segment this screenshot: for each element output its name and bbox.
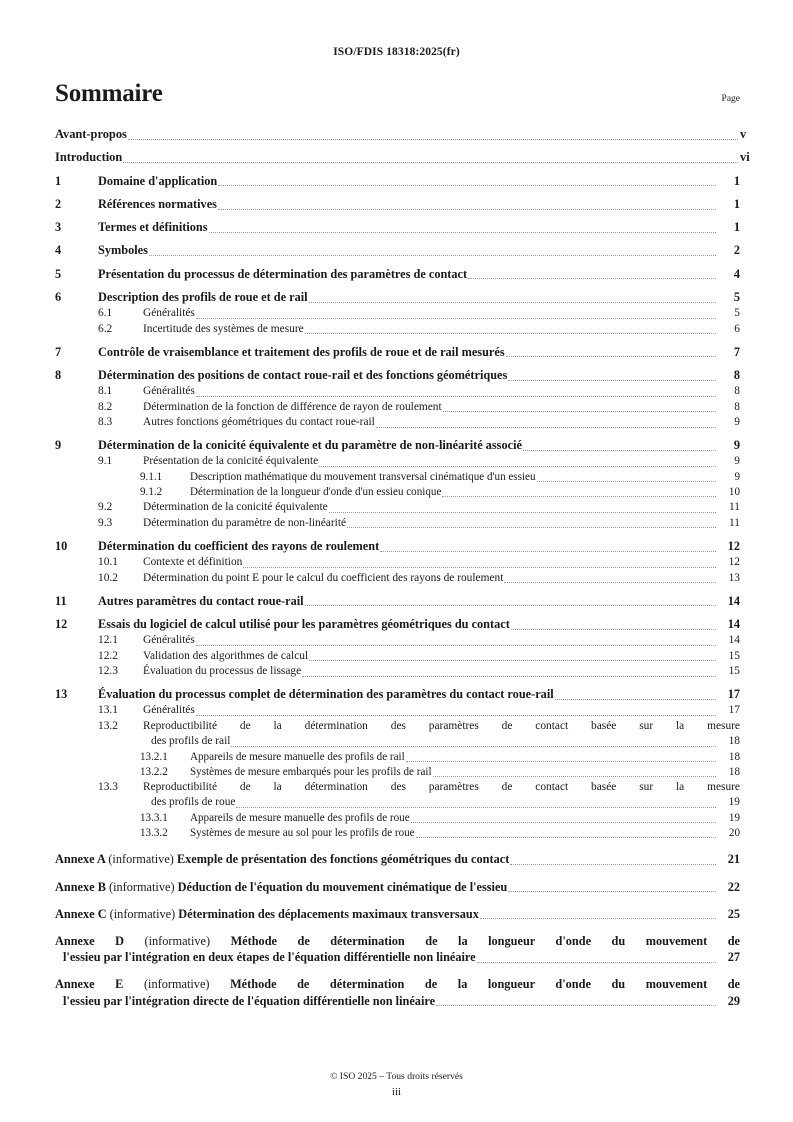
toc-entry-clause[interactable]: [55, 415, 740, 430]
toc-page-number: 29: [727, 993, 740, 1008]
toc-entry-clause[interactable]: [55, 322, 740, 337]
toc-entry-label: Généralités: [143, 634, 195, 647]
toc-page-number: 5: [734, 307, 740, 320]
toc-entry-body: [143, 649, 740, 664]
dot-leader: [196, 396, 716, 397]
toc-entry-label: Contrôle de vraisemblance et traitement des profils de roue et de rail mesurés: [98, 344, 505, 359]
toc-entry-body: [143, 719, 740, 749]
dot-leader: [376, 427, 716, 428]
toc-entry-label: Systèmes de mesure embarqués pour les profils de rail: [190, 765, 432, 778]
toc-entry-body: [143, 703, 740, 718]
annex-kind: (informative): [144, 933, 211, 948]
toc-entry-body: [190, 811, 740, 826]
toc-entry-number: 13.2: [98, 720, 118, 733]
toc-page-number: 11: [729, 516, 740, 529]
toc-entry-label: Reproductibilité de la détermination des paramètres de contact basée sur la mesure: [143, 780, 740, 793]
toc-entry-number: 8.3: [98, 416, 113, 429]
toc-entry-number: 13.3.1: [140, 811, 168, 824]
toc-entry-number: 12.1: [98, 634, 118, 647]
dot-leader: [319, 466, 716, 467]
dot-leader: [149, 255, 716, 256]
toc-entry-body: [143, 500, 740, 515]
toc-entry-body: [143, 633, 740, 648]
toc-entry-body: [190, 765, 740, 780]
toc-entry-number: 9.3: [98, 516, 113, 529]
toc-entry-label: Généralités: [143, 704, 195, 717]
dot-leader: [416, 837, 716, 838]
toc-entry-body: [55, 906, 740, 922]
toc-entry-body: [55, 879, 740, 895]
toc-entry-annex[interactable]: [55, 976, 740, 1008]
toc-entry-number: 6.1: [98, 307, 113, 320]
toc-entry-body: [143, 400, 740, 415]
toc-page-number: 15: [728, 665, 740, 678]
toc-entry-label-continued-text: des profils de roue: [151, 795, 236, 808]
toc-entry-body: [55, 976, 740, 1008]
toc-entry-number: 8.1: [98, 385, 113, 398]
contents-title-row: [55, 80, 740, 108]
toc-entry-label: Présentation du processus de détermination des paramètres de contact: [98, 266, 468, 281]
dot-leader: [347, 527, 716, 528]
toc-entry-number: 13: [55, 687, 68, 702]
toc-entry-label: Détermination de la longueur d'onde d'un essieu conique: [190, 486, 442, 499]
toc-entry-clause[interactable]: [55, 196, 740, 212]
toc-entry-label: Détermination du point E pour le calcul du coefficient des rayons de roulement: [143, 571, 504, 584]
toc-entry-number: 5: [55, 266, 62, 281]
toc-entry-number: 9.1.1: [140, 471, 163, 483]
dot-leader: [508, 891, 716, 892]
toc-entry-label: Essais du logiciel de calcul utilisé pour les paramètres géométriques du contact: [98, 616, 510, 631]
dot-leader: [196, 318, 716, 319]
toc-entry-clause[interactable]: [55, 719, 740, 749]
toc-page-number: 8: [734, 385, 740, 398]
annex-heading-line: [55, 933, 740, 949]
toc-entry-body: [143, 454, 740, 469]
toc-entry-number: 9: [55, 438, 62, 453]
page-title: Sommaire: [55, 80, 163, 107]
dot-leader: [209, 232, 716, 233]
toc-entry-body: [98, 173, 740, 189]
toc-entry-number: 12: [55, 616, 68, 631]
toc-page-number: 14: [727, 616, 740, 631]
dot-leader: [506, 356, 716, 357]
toc-page-number: 18: [728, 735, 740, 748]
toc-page-number: 5: [733, 289, 740, 304]
dot-leader: [537, 481, 717, 482]
toc-entry-number: 12.2: [98, 649, 118, 662]
toc-entry-label: Détermination du paramètre de non-linéarité: [143, 516, 347, 529]
toc-entry-body: [190, 485, 740, 500]
annex-heading-line: [55, 851, 509, 867]
toc-entry-clause[interactable]: [55, 454, 740, 469]
dot-leader: [442, 496, 716, 497]
toc-entry-number: 8: [55, 367, 62, 382]
toc-entry-body: [98, 593, 740, 609]
toc-entry-number: 11: [55, 593, 67, 608]
annex-name: Annexe E: [55, 977, 124, 992]
toc-page-number: 27: [727, 950, 740, 965]
dot-leader: [123, 162, 738, 163]
toc-entry-clause[interactable]: [55, 811, 740, 826]
annex-title-continued: [55, 949, 740, 965]
toc-entry-body: [190, 750, 740, 765]
toc-entry-label: Validation des algorithmes de calcul: [143, 649, 309, 662]
toc-entry-number: 10.2: [98, 571, 118, 584]
toc-entry-label: Contexte et définition: [143, 556, 243, 569]
toc-entry-clause[interactable]: [55, 437, 740, 453]
toc-entry-label: Domaine d'application: [98, 173, 218, 188]
annex-kind: (informative): [143, 977, 210, 992]
toc-entry-label: Évaluation du processus de lissage: [143, 665, 302, 678]
toc-page-number: 9: [734, 471, 740, 483]
dot-leader: [504, 582, 716, 583]
toc-entry-number: 13.1: [98, 704, 118, 717]
toc-page-number: 9: [734, 416, 740, 429]
dot-leader: [510, 864, 716, 865]
toc-entry-body: [143, 664, 740, 679]
annex-kind: (informative): [108, 879, 175, 894]
toc-page-number: 21: [727, 852, 740, 867]
toc-page-number: 15: [728, 649, 740, 662]
toc-entry-label: Détermination de la conicité équivalente: [143, 501, 328, 514]
dot-leader: [443, 411, 716, 412]
toc-entry-label: Reproductibilité de la détermination des paramètres de contact basée sur la mesure: [143, 720, 740, 733]
toc-entry-body: [98, 242, 740, 258]
toc-entry-body: [98, 437, 740, 453]
toc-entry-clause[interactable]: [55, 703, 740, 718]
toc-entry-label: Évaluation du processus complet de détermination des paramètres du contact roue-rail: [98, 687, 554, 702]
toc-entry-annex[interactable]: [55, 933, 740, 965]
toc-entry-number: 7: [55, 344, 62, 359]
dot-leader: [305, 333, 716, 334]
toc-entry-label: Généralités: [143, 307, 195, 320]
toc-entry-body: [98, 344, 740, 360]
toc-entry-clause[interactable]: [55, 750, 740, 765]
toc-entry-label: Détermination de la conicité équivalente et du paramètre de non-linéarité associé: [98, 438, 522, 453]
document-header-reference: ISO/FDIS 18318:2025(fr): [333, 46, 460, 58]
annex-title-continued-text: l'essieu par l'intégration en deux étapes de l'équation différentielle non linéaire: [63, 950, 476, 965]
toc-page-number: 20: [728, 826, 740, 839]
toc-entry-label: Symboles: [98, 243, 148, 258]
toc-entry-number: 10.1: [98, 556, 118, 569]
toc-entry-label: Incertitude des systèmes de mesure: [143, 322, 304, 335]
annex-heading-line: [55, 976, 740, 992]
page-number: iii: [391, 1086, 402, 1098]
toc-entry-clause[interactable]: [55, 780, 740, 810]
toc-entry-clause[interactable]: [55, 500, 740, 515]
toc-entry-body: [143, 780, 740, 810]
annex-heading-line: [55, 906, 479, 922]
toc-entry-clause[interactable]: [55, 242, 740, 258]
toc-entry-clause[interactable]: [55, 470, 740, 485]
toc-entry-body: [98, 616, 740, 632]
dot-leader: [508, 380, 716, 381]
toc-entry-clause[interactable]: [55, 400, 740, 415]
toc-page-number: v: [740, 127, 747, 141]
toc-entry-number: 10: [55, 538, 68, 553]
toc-entry-body: [143, 306, 740, 321]
toc-entry-body: [143, 322, 740, 337]
toc-entry-clause[interactable]: [55, 571, 740, 586]
toc-page-number: 6: [734, 322, 740, 335]
toc-page-number: 19: [728, 795, 740, 808]
toc-entry-body: [190, 470, 740, 485]
toc-entry-clause[interactable]: [55, 826, 740, 841]
toc-entry-clause[interactable]: [55, 266, 740, 282]
toc-entry-clause[interactable]: [55, 289, 740, 305]
toc-entry-label: Détermination du coefficient des rayons de roulement: [98, 538, 380, 553]
toc-entry-body: [55, 933, 740, 965]
toc-entry-number: 13.2.1: [140, 750, 168, 763]
toc-entry-clause[interactable]: [55, 485, 740, 500]
toc-entry-label-continued: [143, 734, 740, 749]
dot-leader: [196, 645, 716, 646]
toc-entry-clause[interactable]: [55, 367, 740, 383]
toc-entry-number: 13.2.2: [140, 765, 168, 778]
copyright-notice: © ISO 2025 – Tous droits réservés: [330, 1071, 463, 1082]
dot-leader: [523, 450, 716, 451]
toc-entry-clause[interactable]: [55, 593, 740, 609]
dot-leader: [411, 822, 716, 823]
dot-leader: [305, 605, 716, 606]
toc-entry-label-continued-text: des profils de rail: [151, 735, 231, 748]
toc-entry-annex[interactable]: [55, 851, 740, 867]
dot-leader: [511, 629, 716, 630]
dot-leader: [309, 660, 716, 661]
toc-entry-number: 13.3.2: [140, 826, 168, 839]
toc-page-number: 4: [733, 266, 740, 281]
toc-entry-clause[interactable]: [55, 616, 740, 632]
table-of-contents: [55, 126, 750, 1010]
toc-entry-body: [143, 571, 740, 586]
annex-kind: (informative): [109, 906, 176, 921]
dot-leader: [406, 761, 716, 762]
toc-entry-clause[interactable]: [55, 173, 740, 189]
toc-page-number: 17: [727, 687, 740, 702]
toc-entry-number: 13.3: [98, 780, 118, 793]
toc-entry-body: [98, 289, 740, 305]
toc-entry-number: 6.2: [98, 322, 113, 335]
annex-title: Méthode de détermination de la longueur d'onde du mouvement de: [230, 933, 740, 948]
toc-entry-label: Description des profils de roue et de rail: [98, 289, 308, 304]
toc-entry-annex[interactable]: [55, 879, 740, 895]
dot-leader: [196, 715, 716, 716]
annex-heading-line: [55, 879, 507, 895]
toc-page-number: vi: [740, 150, 750, 165]
toc-entry-label-continued: [143, 795, 740, 810]
toc-entry-clause[interactable]: [55, 384, 740, 399]
dot-leader: [329, 512, 716, 513]
toc-entry-clause[interactable]: [55, 306, 740, 321]
toc-page-number: 1: [733, 220, 740, 235]
toc-entry-body: [190, 826, 740, 841]
toc-entry-clause[interactable]: [55, 344, 740, 360]
toc-entry-number: 9.1: [98, 455, 113, 468]
dot-leader: [236, 807, 716, 808]
annex-title-continued: [55, 993, 740, 1009]
toc-page-number: 8: [733, 367, 740, 382]
annex-name: Annexe B: [55, 879, 106, 894]
toc-page-number: 1: [733, 196, 740, 211]
toc-entry-clause[interactable]: [55, 765, 740, 780]
toc-entry-number: 4: [55, 243, 62, 258]
toc-entry-number: 1: [55, 173, 62, 188]
toc-entry-label: Termes et définitions: [98, 220, 208, 235]
toc-entry-label: Présentation de la conicité équivalente: [143, 455, 319, 468]
toc-entry-label: Autres paramètres du contact roue-rail: [98, 593, 304, 608]
annex-title: Méthode de détermination de la longueur d'onde du mouvement de: [230, 977, 741, 992]
toc-page-number: 9: [733, 438, 740, 453]
toc-entry-body: [55, 126, 747, 142]
document-footer: [0, 1071, 793, 1098]
toc-entry-body: [143, 384, 740, 399]
dot-leader: [477, 962, 716, 963]
toc-page-number: 12: [728, 556, 740, 569]
toc-entry-clause[interactable]: [55, 538, 740, 554]
toc-entry-frontmatter[interactable]: [55, 149, 750, 165]
toc-entry-body: [143, 415, 740, 430]
dot-leader: [231, 746, 716, 747]
toc-entry-label: Détermination des positions de contact roue-rail et des fonctions géométriques: [98, 367, 508, 382]
toc-entry-number: 6: [55, 289, 62, 304]
toc-entry-body: [98, 367, 740, 383]
annex-title: Exemple de présentation des fonctions géométriques du contact: [176, 852, 510, 867]
toc-entry-label: Appareils de mesure manuelle des profils de rail: [190, 750, 405, 763]
toc-entry-clause[interactable]: [55, 516, 740, 531]
toc-entry-number: 12.3: [98, 665, 118, 678]
toc-entry-label: Avant-propos: [55, 127, 127, 141]
dot-leader: [128, 139, 738, 140]
toc-page-number: 18: [728, 765, 740, 778]
annex-name: Annexe C: [55, 906, 107, 921]
annex-title: Déduction de l'équation du mouvement cinématique de l'essieu: [177, 879, 508, 894]
toc-page-number: 9: [734, 455, 740, 468]
dot-leader: [218, 209, 716, 210]
dot-leader: [309, 302, 716, 303]
dot-leader: [433, 776, 716, 777]
toc-entry-body: [98, 538, 740, 554]
dot-leader: [218, 185, 716, 186]
toc-page-number: 11: [729, 501, 740, 514]
toc-page-number: 7: [733, 344, 740, 359]
dot-leader: [243, 567, 716, 568]
toc-entry-label: Autres fonctions géométriques du contact roue-rail: [143, 416, 375, 429]
toc-page-number: 12: [727, 538, 740, 553]
dot-leader: [480, 918, 716, 919]
toc-entry-frontmatter[interactable]: [55, 126, 747, 142]
toc-page-number: 14: [728, 634, 740, 647]
toc-entry-number: 8.2: [98, 400, 113, 413]
toc-page-number: 22: [727, 879, 740, 894]
toc-entry-clause[interactable]: [55, 555, 740, 570]
page-column-header: Page: [721, 94, 740, 104]
toc-entry-clause[interactable]: [55, 686, 740, 702]
toc-page-number: 19: [728, 811, 740, 824]
toc-entry-body: [55, 149, 750, 165]
toc-entry-number: 3: [55, 220, 62, 235]
annex-name: Annexe A: [55, 852, 106, 867]
toc-entry-body: [143, 516, 740, 531]
toc-entry-label: Systèmes de mesure au sol pour les profils de roue: [190, 826, 415, 839]
toc-entry-body: [55, 851, 740, 867]
toc-page-number: 8: [734, 400, 740, 413]
toc-page-number: 18: [728, 750, 740, 763]
toc-page-number: 13: [728, 571, 740, 584]
toc-entry-label: Introduction: [55, 150, 123, 165]
toc-entry-clause[interactable]: [55, 664, 740, 679]
toc-entry-clause[interactable]: [55, 219, 740, 235]
dot-leader: [555, 699, 716, 700]
toc-entry-clause[interactable]: [55, 649, 740, 664]
toc-page-number: 2: [733, 243, 740, 258]
toc-page-number: 14: [727, 593, 740, 608]
toc-entry-body: [98, 196, 740, 212]
toc-page-number: 10: [728, 486, 740, 499]
annex-title-continued-text: l'essieu par l'intégration directe de l'équation différentielle non linéaire: [63, 993, 436, 1008]
toc-page-number: 25: [727, 906, 740, 921]
toc-entry-clause[interactable]: [55, 633, 740, 648]
toc-entry-number: 9.1.2: [140, 486, 163, 499]
toc-entry-label: Généralités: [143, 385, 195, 398]
toc-entry-number: 9.2: [98, 501, 113, 514]
dot-leader: [436, 1005, 716, 1006]
toc-entry-annex[interactable]: [55, 906, 740, 922]
toc-entry-number: 2: [55, 196, 62, 211]
toc-entry-label: Détermination de la fonction de différence de rayon de roulement: [143, 400, 442, 413]
annex-name: Annexe D: [55, 933, 124, 948]
annex-kind: (informative): [108, 852, 174, 867]
toc-entry-body: [98, 219, 740, 235]
annex-title: Détermination des déplacements maximaux transversaux: [178, 906, 479, 921]
toc-page-number: 1: [733, 173, 740, 188]
toc-entry-body: [143, 555, 740, 570]
toc-page-number: 17: [728, 704, 740, 717]
dot-leader: [468, 278, 716, 279]
toc-entry-label: Appareils de mesure manuelle des profils de roue: [190, 811, 410, 824]
toc-entry-label: Références normatives: [98, 196, 217, 211]
toc-entry-label: Description mathématique du mouvement transversal cinématique d'un essieu: [190, 471, 536, 483]
dot-leader: [380, 551, 716, 552]
toc-entry-body: [98, 266, 740, 282]
dot-leader: [302, 676, 716, 677]
toc-entry-body: [98, 686, 740, 702]
